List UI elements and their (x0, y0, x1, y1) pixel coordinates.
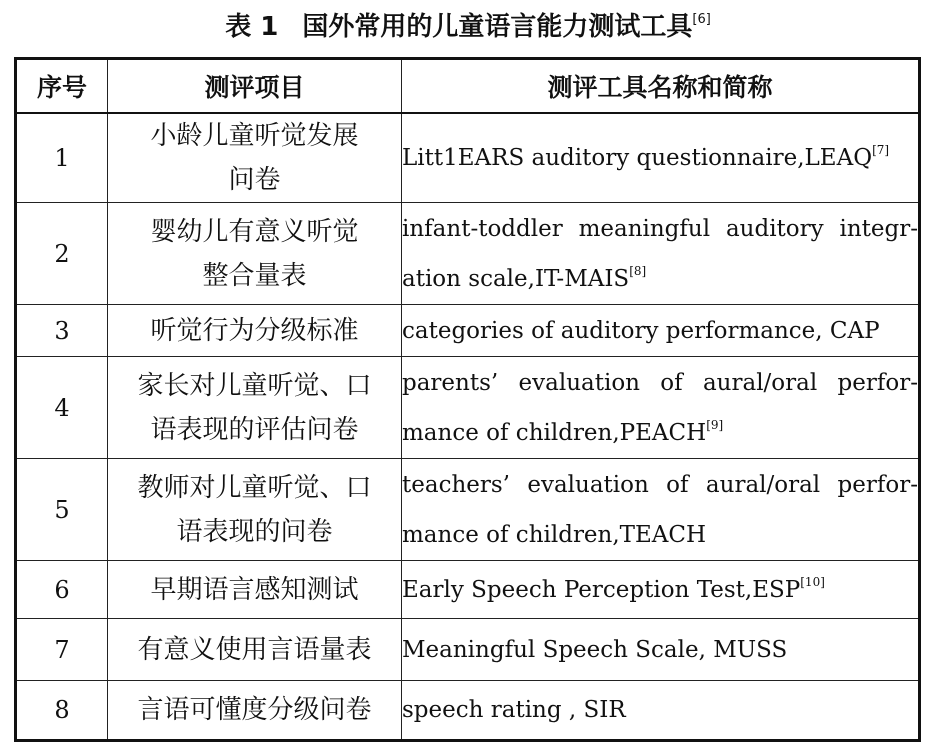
row-tool-text: parents’ evaluation of aural/oral perfor-mance of children,PEACH (402, 369, 918, 446)
row-item-line: 整合量表 (202, 260, 307, 291)
table-row (16, 459, 920, 561)
row-item (108, 459, 402, 561)
table-row (16, 113, 920, 203)
row-item (108, 203, 402, 305)
row-item-line: 语表现的评估问卷 (150, 414, 359, 445)
row-item (108, 561, 402, 619)
row-item-line: 小龄儿童听觉发展 (150, 121, 359, 151)
header-tool: 测评工具名称和简称 (402, 59, 920, 114)
table-row (16, 561, 920, 619)
row-tool-text: Litt1EARS auditory questionnaire,LEAQ (402, 145, 873, 171)
row-tool-text: Meaningful Speech Scale, MUSS (402, 636, 788, 663)
row-item-line: 听觉行为分级标准 (150, 315, 359, 346)
row-tool (402, 459, 920, 561)
table-row (16, 357, 920, 459)
table-caption (0, 6, 936, 48)
data-table (14, 57, 921, 742)
row-tool (402, 305, 920, 357)
row-item-line: 家长对儿童听觉、口 (137, 370, 372, 401)
table-label: 表 1 (225, 12, 279, 42)
table-title: 国外常用的儿童语言能力测试工具 (302, 12, 693, 42)
row-tool-text: categories of auditory performance, CAP (402, 317, 880, 344)
row-reference: [8] (629, 263, 647, 278)
row-number: 5 (16, 459, 108, 561)
row-tool (402, 681, 920, 741)
row-tool-text: infant-toddler meaningful auditory integr-ation scale,IT-MAIS (402, 215, 918, 292)
row-tool-text: speech rating , SIR (402, 697, 626, 723)
row-number: 7 (16, 619, 108, 681)
row-number: 3 (16, 305, 108, 357)
row-number: 6 (16, 561, 108, 619)
row-reference: [9] (706, 417, 724, 432)
table-row (16, 681, 920, 741)
row-tool (402, 357, 920, 459)
row-item-line: 言语可懂度分级问卷 (137, 695, 372, 725)
row-tool-text: teachers’ evaluation of aural/oral perfor-mance of children,TEACH (402, 471, 918, 548)
row-number: 4 (16, 357, 108, 459)
row-item (108, 113, 402, 203)
row-item-line: 教师对儿童听觉、口 (137, 472, 372, 503)
header-item: 测评项目 (108, 59, 402, 114)
table-row (16, 305, 920, 357)
row-tool (402, 113, 920, 203)
row-tool (402, 561, 920, 619)
row-item-line: 早期语言感知测试 (150, 574, 359, 605)
row-number: 8 (16, 681, 108, 741)
row-item-line: 有意义使用言语量表 (137, 634, 372, 665)
header-row (16, 59, 920, 114)
row-tool (402, 203, 920, 305)
row-item (108, 357, 402, 459)
row-reference: [7] (872, 143, 890, 157)
row-number: 1 (16, 113, 108, 203)
row-tool-text: Early Speech Perception Test,ESP (402, 576, 801, 603)
header-number: 序号 (16, 59, 108, 114)
row-number: 2 (16, 203, 108, 305)
row-tool (402, 619, 920, 681)
row-item (108, 681, 402, 741)
row-item-line: 语表现的问卷 (176, 516, 333, 547)
row-reference: [10] (800, 574, 825, 589)
table-row (16, 203, 920, 305)
table-row (16, 619, 920, 681)
row-item (108, 305, 402, 357)
row-item-line: 婴幼儿有意义听觉 (150, 216, 359, 247)
row-item-line: 问卷 (228, 165, 281, 195)
caption-reference: [6] (692, 12, 711, 27)
row-item (108, 619, 402, 681)
